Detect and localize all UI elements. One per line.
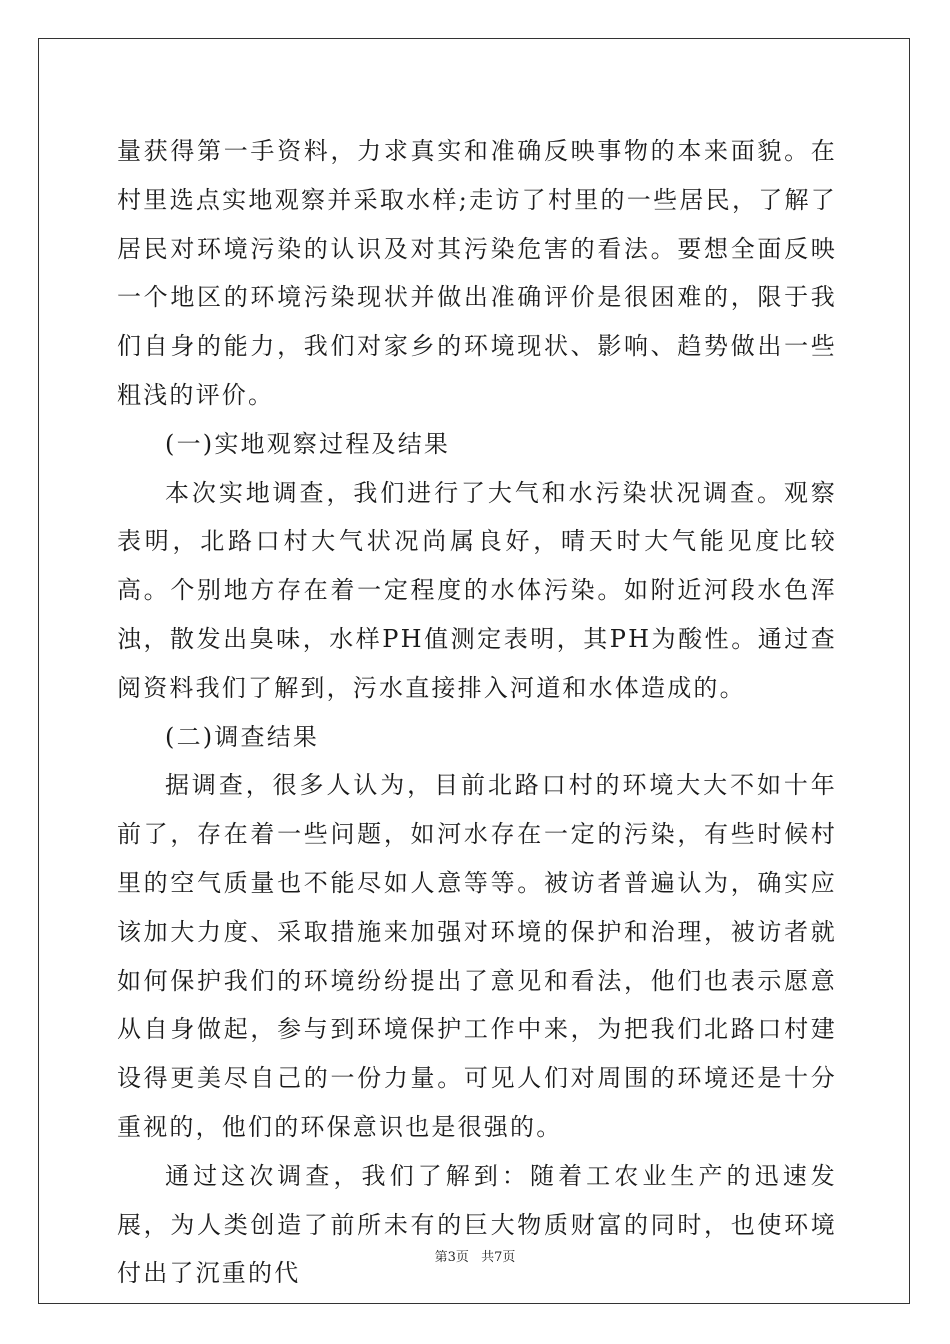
section-heading-observation: (一)实地观察过程及结果 — [165, 429, 451, 458]
document-body — [117, 127, 837, 1298]
paragraph-observation: 本次实地调查，我们进行了大气和水污染状况调查。观察表明，北路口村大气状况尚属良好，晴天时大气能见度比较高。个别地方存在着一定程度的水体污染。如附近河段水色浑浊，散发出臭味，水样PH值测定表明，其PH为酸性。通过查阅资料我们了解到，污水直接排入河道和水体造成的。 — [117, 478, 837, 702]
page-footer — [0, 1246, 950, 1265]
paragraph-1: 量获得第一手资料，力求真实和准确反映事物的本来面貌。在村里选点实地观察并采取水样;走访了村里的一些居民，了解了居民对环境污染的认识及对其污染危害的看法。要想全面反映一个地区的环境污染现状并做出准确评价是很困难的，限于我们自身的能力，我们对家乡的环境现状、影响、趋势做出一些粗浅的评价。 — [117, 137, 837, 409]
page-number: 第3页 — [434, 1250, 469, 1265]
page-total: 共7页 — [481, 1250, 516, 1265]
paragraph-conclusion: 通过这次调查，我们了解到：随着工农业生产的迅速发展，为人类创造了前所未有的巨大物质财富的同时，也使环境付出了沉重的代 — [117, 1161, 837, 1288]
section-heading-results: (二)调查结果 — [165, 722, 320, 751]
paragraph-results: 据调查，很多人认为，目前北路口村的环境大大不如十年前了，存在着一些问题，如河水存在一定的污染，有些时候村里的空气质量也不能尽如人意等等。被访者普遍认为，确实应该加大力度、采取措施来加强对环境的保护和治理，被访者就如何保护我们的环境纷纷提出了意见和看法，他们也表示愿意从自身做起，参与到环境保护工作中来，为把我们北路口村建设得更美尽自己的一份力量。可见人们对周围的环境还是十分重视的，他们的环保意识也是很强的。 — [117, 771, 837, 1141]
